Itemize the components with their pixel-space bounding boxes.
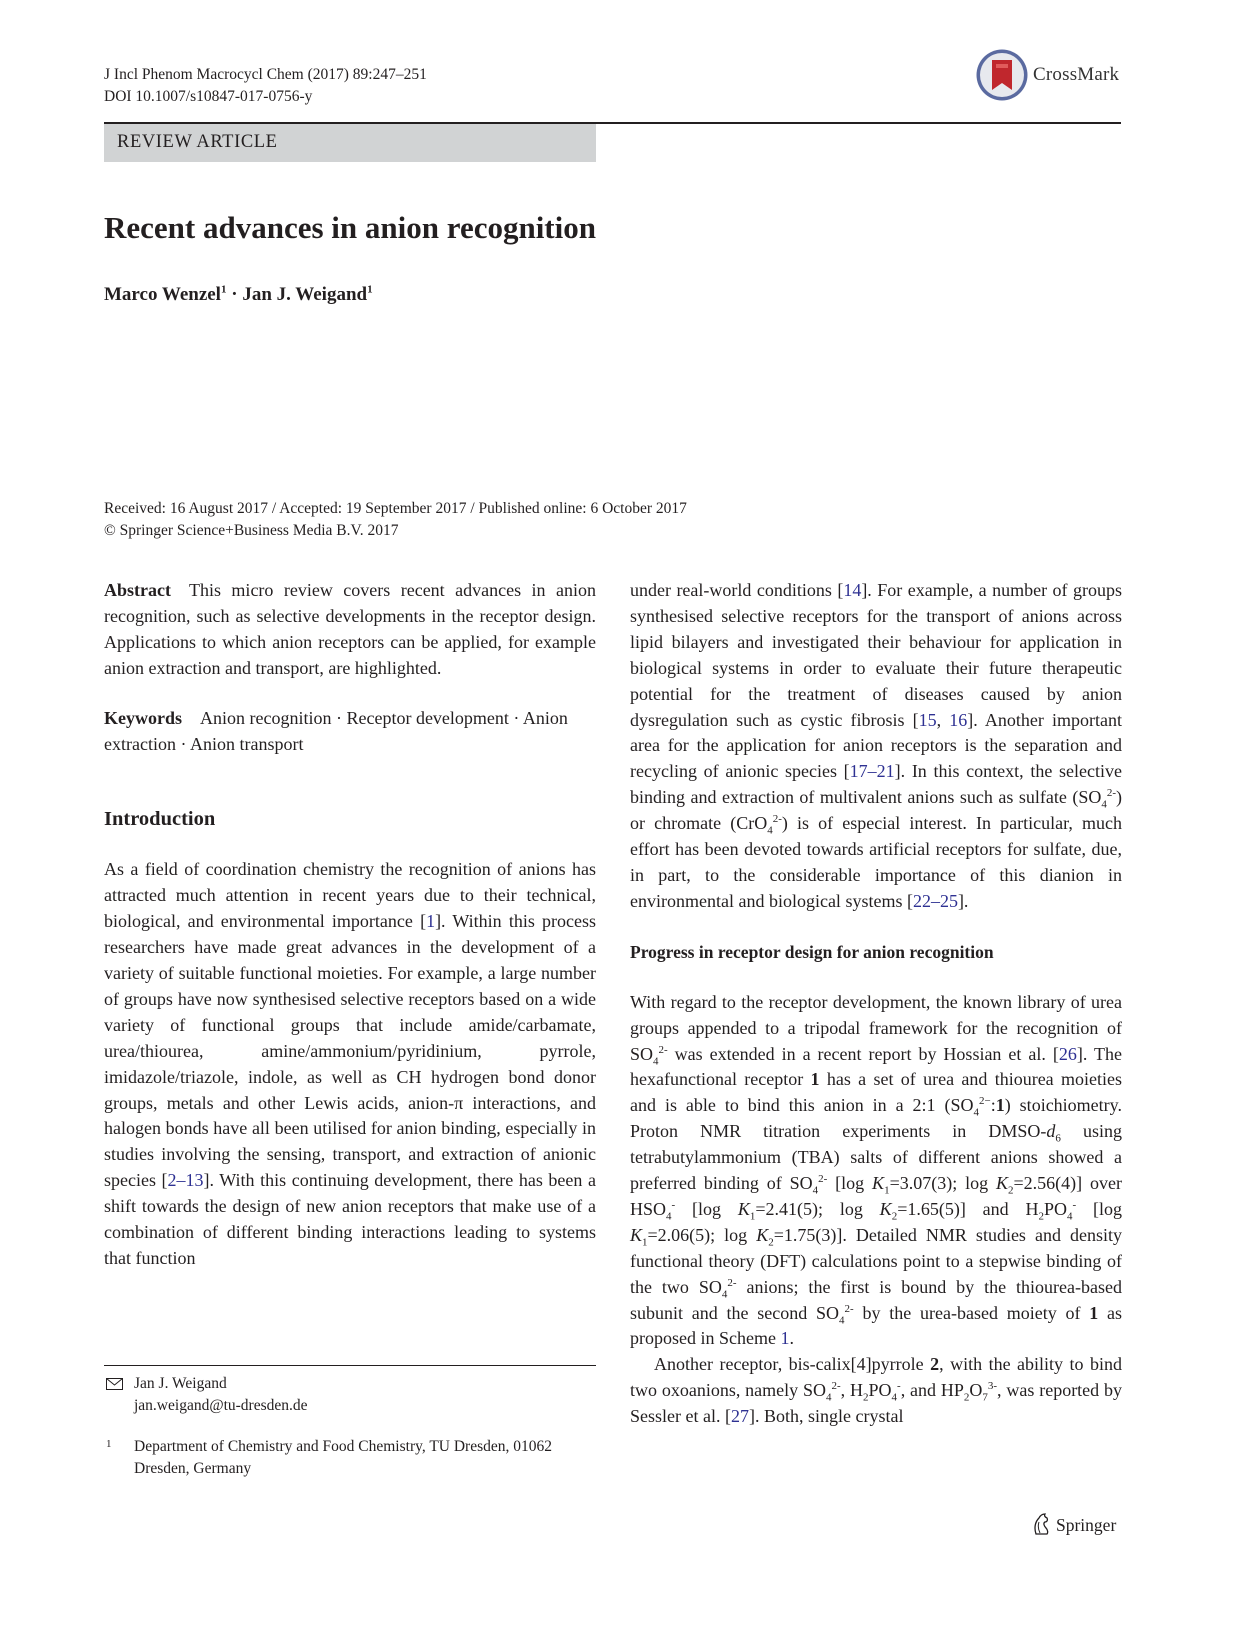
citation-link[interactable]: 16 <box>949 709 968 730</box>
citation-link[interactable]: 15 <box>918 709 937 730</box>
keywords-label: Keywords <box>104 707 182 728</box>
bis-calixpyrrole-paragraph: Another receptor, bis-calix[4]pyrrole 2, with the ability to bind two oxoanions, namely $SO_4^{2-}$, $H_2PO_4^-$, and $HP_2O_7^{3-}$, was reported by Sessler et al. [27]. Both, single crystal <box>630 1354 1123 1427</box>
publisher-logo <box>1030 1512 1130 1540</box>
publisher-name: Springer <box>1056 1515 1117 1535</box>
envelope-icon <box>106 1378 123 1390</box>
citation-link[interactable]: 14 <box>843 580 862 600</box>
doi[interactable]: DOI 10.1007/s10847-017-0756-y <box>104 88 313 105</box>
keywords-text: Anion recognition · Receptor development · Anion extraction · Anion transport <box>104 707 568 754</box>
citation-link[interactable]: 2–13 <box>167 1170 204 1191</box>
affiliation: Department of Chemistry and Food Chemistry, TU Dresden, 01062 Dresden, Germany <box>134 1438 553 1477</box>
crossmark-label: CrossMark <box>1033 64 1120 85</box>
citation-link[interactable]: 22–25 <box>912 890 958 911</box>
affiliation-mark: 1 <box>367 283 373 296</box>
contact-name: Jan J. Weigand <box>134 1375 227 1392</box>
affiliation-mark: 1 <box>220 283 227 296</box>
crossmark-badge[interactable] <box>975 48 1125 110</box>
springer-horse-icon <box>1030 1512 1052 1536</box>
intro-continued-paragraph: under real-world conditions [14]. For example, a number of groups synthesised selective receptors for the transport of anions across lipid bilayers and investigated their behaviour for application in biological systems in order to evaluate their future therapeutic potential for the treatment of diseases caused by anion dysregulation such as cystic fibrosis [15, 16]. Another important area for the application for anion receptors is the separation and recycling of anionic species [17–21]. In this context, the selective binding and extraction of multivalent anions such as sulfate $(SO_4^{2-})$ or chromate (CrO$_4^{2-}$) is of especial interest. In particular, much effort has been devoted towards artificial receptors for sulfate, due, in part, to the considerable importance of this dianion in environmental and biological systems [22–25]. <box>630 580 1123 911</box>
citation-link[interactable]: 26 <box>1058 1043 1077 1064</box>
author-weigand[interactable]: Jan J. Weigand <box>242 284 368 305</box>
article-title: Recent advances in anion recognition <box>104 210 596 245</box>
author-list <box>104 284 373 306</box>
contact-email[interactable]: jan.weigand@tu-dresden.de <box>134 1397 308 1414</box>
introduction-paragraph: As a field of coordination chemistry the recognition of anions has attracted much attention in recent years due to their technical, biological, and environmental importance [1]. Within this process researchers have made great advances in the development of a variety of suitable functional moieties. For example, a large number of groups have now synthesised selective receptors based on a wide variety of functional groups that include amide/carbamate, urea/thiourea, amine/ammonium/pyridinium, pyrrole, imidazole/triazole, indole, as well as CH hydrogen bond donor groups, metals and other Lewis acids, anion-π interactions, and halogen bonds have all been utilised for anion binding, especially in studies involving the sensing, transport, and extraction of anionic species [2–13]. With this continuing development, there has been a shift towards the design of new anion receptors that make use of a combination of different binding interactions leading to systems that function <box>104 859 596 1268</box>
right-column <box>630 578 1122 1430</box>
crossmark-icon <box>975 48 1029 102</box>
footnote-rule <box>104 1365 596 1366</box>
publication-history: Received: 16 August 2017 / Accepted: 19 September 2017 / Published online: 6 October 2017 <box>104 500 687 517</box>
citation-link[interactable]: 27 <box>730 1406 749 1427</box>
progress-heading: Progress in receptor design for anion recognition <box>630 941 994 962</box>
article-dates <box>104 498 687 542</box>
abstract-text: This micro review covers recent advances in anion recognition, such as selective developments in the receptor design. Applications to which anion receptors can be applied, for example anion extraction and transport, are highlighted. <box>104 580 596 678</box>
left-column <box>104 578 596 1272</box>
corresponding-author <box>134 1373 308 1417</box>
progress-paragraph: With regard to the receptor development, the known library of urea groups appended to a tripodal framework for the recognition of $SO_4^{2-}$ was extended in a recent report by Hossian et al. [26]. The hexafunctional receptor 1 has a set of urea and thiourea moieties and is able to bind this anion in a 2:1 $(SO_4^{2-}:1)$ stoichiometry. Proton NMR titration experiments in DMSO-$d_6$ using tetrabutylammonium (TBA) salts of different anions showed a preferred binding of $SO_4^{2-}$ [log $K_1=3.07(3)$; $\log K_2=2.56(4)$] over $HSO_4^-$ [log $K_1=2.41(5)$; $\log K_2=1.65(5)$] and $H_2PO_4^-$ [log $K_1=2.06(5)$; $\log K_2=1.75(3)$]. Detailed NMR studies and density functional theory (DFT) calculations point to a stepwise binding of the two $SO_4^{2-}$ anions; the first is bound by the thiourea-based subunit and the second $SO_4^{2-}$ by the urea-based moiety of 1 as proposed in Scheme 1. <box>630 991 1123 1349</box>
section-banner <box>104 124 596 162</box>
author-wenzel[interactable]: Marco Wenzel <box>104 284 221 305</box>
journal-citation <box>104 64 427 108</box>
citation-link[interactable]: 17–21 <box>849 761 895 782</box>
copyright: © Springer Science+Business Media B.V. 2017 <box>104 522 399 539</box>
journal-line: J Incl Phenom Macrocycl Chem (2017) 89:247–251 <box>104 66 427 83</box>
introduction-heading: Introduction <box>104 808 216 831</box>
author-separator: · <box>226 284 243 305</box>
affiliation-number: 1 <box>106 1438 112 1450</box>
abstract <box>104 578 596 682</box>
abstract-label: Abstract <box>104 580 171 600</box>
section-label: REVIEW ARTICLE <box>117 132 278 152</box>
scheme-link[interactable]: 1 <box>780 1328 790 1349</box>
keywords <box>104 706 596 758</box>
citation-link[interactable]: 1 <box>426 911 436 932</box>
